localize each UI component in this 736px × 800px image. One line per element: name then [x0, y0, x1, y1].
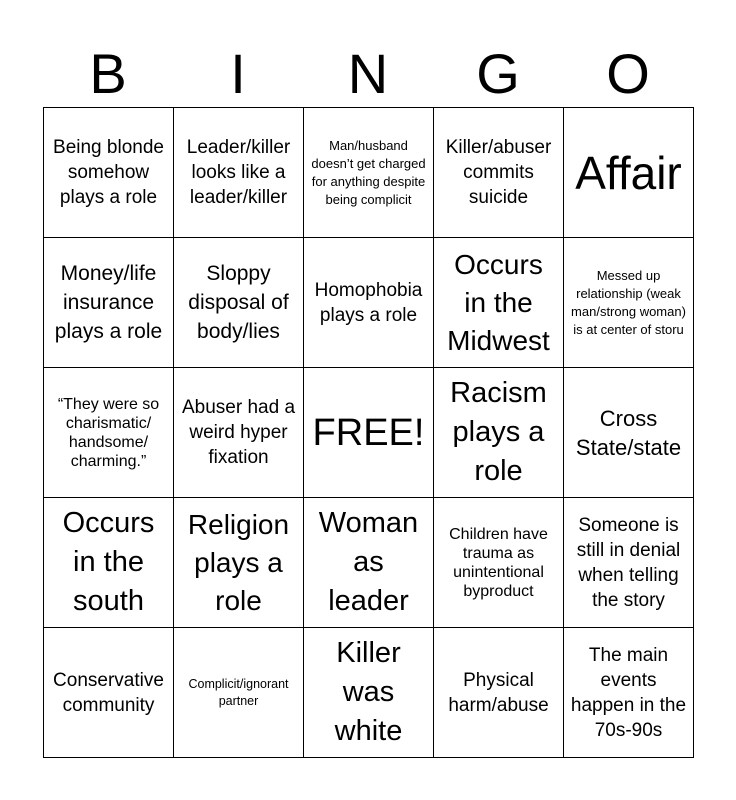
header-letter-g: G — [476, 42, 520, 105]
bingo-cell[interactable] — [44, 498, 174, 628]
bingo-board — [43, 107, 694, 758]
header-letter-b: B — [89, 42, 127, 105]
cell-text: Killer was white — [334, 637, 403, 747]
bingo-cell[interactable] — [434, 238, 564, 368]
cell-text: Complicit/ignorant partner — [188, 676, 289, 708]
cell-text: Man/husband doesn’t get charged for anything despite being complicit — [311, 137, 426, 207]
header-letter-i: I — [230, 42, 246, 105]
cell-text: Racism plays a role — [450, 377, 547, 487]
bingo-cell[interactable] — [564, 498, 694, 628]
bingo-cell[interactable] — [174, 368, 304, 498]
bingo-cell[interactable] — [174, 628, 304, 758]
cell-text: Abuser had a weird hyper fixation — [181, 397, 296, 468]
bingo-cell[interactable] — [44, 238, 174, 368]
cell-text: Messed up relationship (weak man/strong woman) is at center of storu — [571, 267, 686, 337]
cell-text: Children have trauma as unintentional byproduct — [449, 525, 548, 600]
cell-text: Woman as leader — [318, 507, 419, 617]
bingo-cell[interactable] — [304, 498, 434, 628]
cell-text: Sloppy disposal of body/lies — [188, 262, 289, 343]
bingo-cell[interactable] — [174, 498, 304, 628]
cell-text: Someone is still in denial when telling the story — [576, 514, 681, 611]
cell-text: “They were so charismatic/ handsome/ charming.” — [57, 395, 160, 470]
bingo-cell[interactable] — [564, 238, 694, 368]
cell-text: The main events happen in the 70s-90s — [570, 644, 687, 741]
cell-text: Physical harm/abuse — [448, 669, 549, 716]
cell-text: Occurs in the Midwest — [447, 248, 550, 356]
bingo-cell[interactable] — [174, 108, 304, 238]
bingo-cell[interactable] — [434, 498, 564, 628]
bingo-cell[interactable] — [434, 108, 564, 238]
cell-text: Occurs in the south — [62, 507, 155, 617]
bingo-cell[interactable] — [434, 368, 564, 498]
bingo-cell[interactable] — [564, 108, 694, 238]
cell-text: Cross State/state — [575, 405, 682, 460]
cell-text: Money/life insurance plays a role — [54, 262, 163, 343]
bingo-cell[interactable] — [304, 108, 434, 238]
bingo-cell[interactable] — [174, 238, 304, 368]
bingo-header — [43, 40, 693, 108]
bingo-cell[interactable] — [564, 628, 694, 758]
cell-text: Being blonde somehow plays a role — [53, 137, 164, 208]
bingo-cell[interactable] — [564, 368, 694, 498]
header-letter-n: N — [347, 42, 389, 105]
cell-text: FREE! — [312, 411, 425, 454]
bingo-cell[interactable] — [434, 628, 564, 758]
cell-text: Affair — [575, 146, 682, 199]
cell-text: Homophobia plays a role — [314, 279, 423, 326]
cell-text: Leader/killer looks like a leader/killer — [186, 137, 291, 208]
bingo-cell[interactable] — [44, 368, 174, 498]
header-letter-o: O — [606, 42, 650, 105]
bingo-cell[interactable] — [44, 628, 174, 758]
cell-text: Killer/abuser commits suicide — [445, 137, 552, 208]
bingo-cell[interactable] — [304, 628, 434, 758]
bingo-cell[interactable] — [44, 108, 174, 238]
bingo-cell[interactable] — [304, 238, 434, 368]
cell-text: Conservative community — [53, 669, 164, 716]
cell-text: Religion plays a role — [187, 508, 290, 616]
free-space[interactable] — [304, 368, 434, 498]
